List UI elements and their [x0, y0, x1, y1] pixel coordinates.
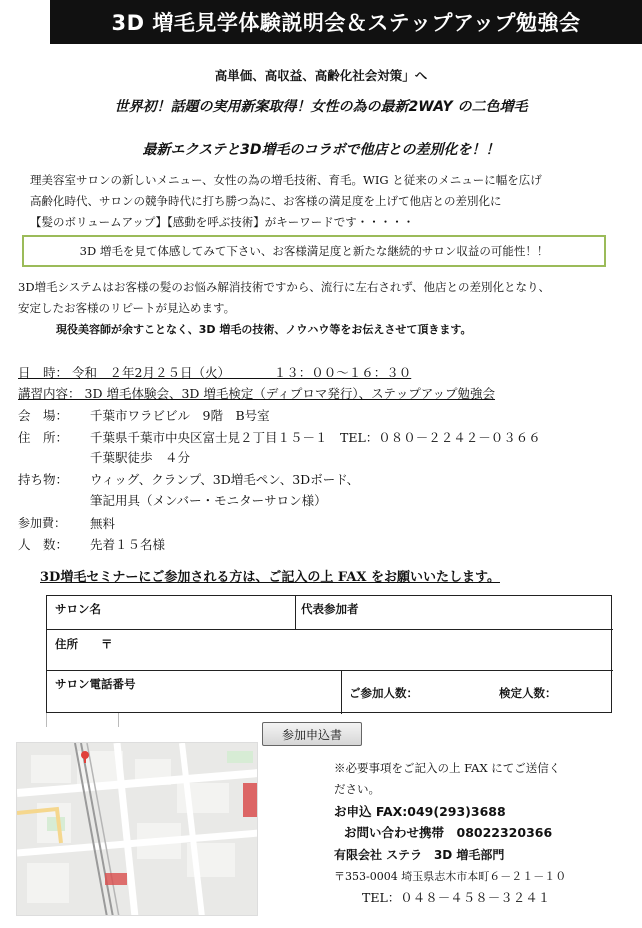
date-label: 日 時： [18, 365, 69, 380]
headline-2: 世界初！話題の実用新案取得！女性の為の最新2WAY の二色増毛 [114, 99, 528, 115]
salon-name-field[interactable]: サロン名 [55, 602, 101, 616]
date-row [18, 363, 411, 381]
salon-phone-field[interactable]: サロン電話番号 [55, 677, 136, 691]
people-label: 人 数： [18, 537, 69, 552]
postal-address: 〒353-0004 埼玉県志木市本町６－２１－１０ [334, 870, 567, 883]
address-field[interactable]: 住所 〒 [55, 637, 113, 651]
note-line-2: ださい。 [334, 782, 380, 796]
bring-label: 持ち物： [18, 472, 69, 487]
address-label: 住 所： [18, 430, 69, 445]
date-value: 令和 ２年2月２５日（火） １３：００〜１６：３０ [72, 365, 412, 380]
headline-3: 最新エクステと3D増毛のコラボで他店との差別化を！！ [142, 142, 500, 158]
bring-value: ウィッグ、クランプ、3D増毛ペン、3Dボード、 [90, 472, 360, 487]
location-map[interactable] [16, 742, 258, 916]
content-value: 3D 増毛体験会、3D 増毛検定（ディプロマ発行）、ステップアップ勉強会 [84, 386, 496, 401]
intro-line-3: 【髪のボリュームアップ】【感動を呼ぶ技術】がキーワードです・・・・・ [30, 215, 415, 229]
exam-count-field[interactable]: 検定人数： [499, 686, 557, 700]
address-value: 千葉県千葉市中央区富士見２丁目１５－１ TEL：０８０－２２４２－０３６６ [90, 430, 541, 445]
bring-sub: 筆記用具（メンバー・モニターサロン様） [90, 493, 327, 508]
intro-line-2: 高齢化時代、サロンの競争時代に打ち勝つ為に、お客様の満足度を上げて他店との差別化に [30, 194, 502, 208]
participants-field[interactable]: ご参加人数： [349, 686, 418, 700]
body-line-1: 3D増毛システムはお客様の髪のお悩み解消技術ですから、流行に左右されず、他店との差別化となり、 [18, 280, 550, 294]
intro-line-1: 理美容室サロンの新しいメニュー、女性の為の増毛技術、育毛。WIG と従来のメニューに幅を広げ [30, 173, 542, 187]
submit-application-button[interactable]: 参加申込書 [262, 722, 362, 746]
highlight-box [22, 235, 606, 267]
telephone-number: TEL：０４８－４５８－３２４１ [362, 890, 551, 905]
body-line-2: 安定したお客様のリピートが見込めます。 [18, 301, 236, 315]
company-name: 有限会社 ステラ 3D 増毛部門 [334, 848, 505, 862]
venue-value: 千葉市ワラビビル 9階 B号室 [90, 408, 270, 423]
fee-value: 無料 [90, 516, 116, 531]
fax-number: お申込 FAX:049(293)3688 [334, 804, 506, 819]
note-line-1: ※必要事項をご記入の上 FAX にてご送信く [334, 761, 561, 775]
representative-field[interactable]: 代表参加者 [301, 602, 359, 616]
application-form [46, 595, 612, 713]
page-title: 3D 増毛見学体験説明会＆ステップアップ勉強会 [50, 0, 642, 44]
body-bold: 現役美容師が余すことなく、3D 増毛の技術、ノウハウ等をお伝えさせて頂きます。 [56, 323, 472, 336]
mobile-number: お問い合わせ携帯 08022320366 [344, 825, 553, 840]
headline-1: 高単価、高収益、高齢化社会対策」へ [214, 68, 428, 83]
highlight-text: 3D 増毛を見て体感してみて下さい、お客様満足度と新たな継続的サロン収益の可能性！！ [79, 244, 549, 258]
people-value: 先着１５名様 [90, 537, 166, 552]
fax-cta: 3D増毛セミナーにご参加される方は、ご記入の上 FAX をお願いいたします。 [40, 570, 500, 585]
content-label: 講習内容： [18, 386, 81, 401]
venue-label: 会 場： [18, 408, 69, 423]
map-graphic [17, 743, 258, 916]
fee-label: 参加費： [18, 516, 67, 530]
address-sub: 千葉駅徒歩 ４分 [90, 450, 191, 465]
content-row [18, 384, 495, 402]
